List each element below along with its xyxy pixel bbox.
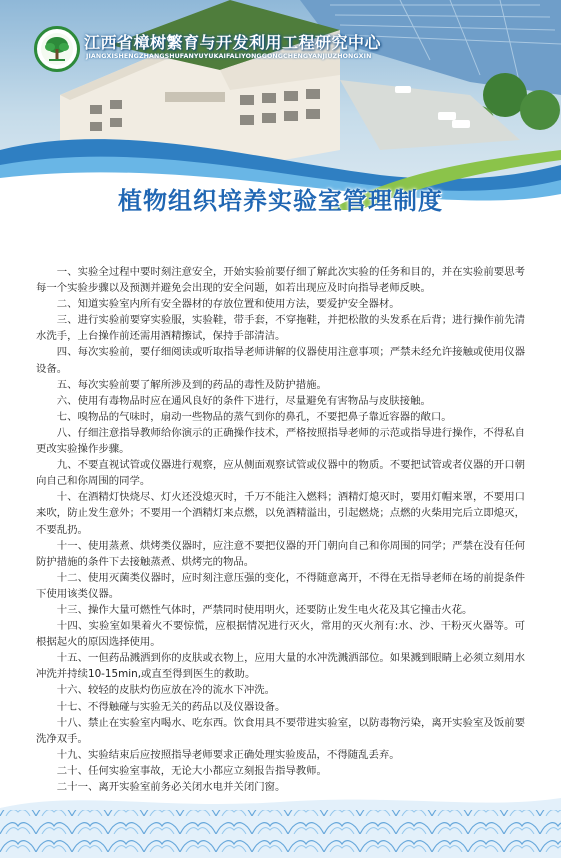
rule-item: 十九、实验结束后应按照指导老师要求正确处理实验废品，不得随乱丢弃。: [56, 748, 400, 761]
rule-item: 十五、一但药品溅洒到你的皮肤或衣物上，应用大量的水冲洗溅洒部位。如果溅到眼睛上必须立刻用水冲洗并持续10-15min,或直至得到医生的救助。: [36, 652, 525, 681]
rules-list: [36, 264, 525, 795]
rule-item: 八、仔细注意指导教师给你演示的正确操作技术，严格按照指导老师的示范或指导进行操作，不得私自更改实验操作步骤。: [36, 426, 525, 456]
rule-item: 九、不要直视试管或仪器进行观察，应从侧面观察试管或仪器中的物质。不要把试管或者仪器的开口朝向自己和你周围的同学。: [36, 459, 525, 488]
rule-item: 十八、禁止在实验室内喝水、吃东西。饮食用具不要带进实验室，以防毒物污染，离开实验室及饭前要洗净双手。: [36, 716, 525, 745]
camphor-tree-emblem-icon: [37, 29, 77, 69]
rule-item: 七、嗅物品的气味时，扇动一些物品的蒸气到你的鼻孔，不要把鼻子靠近容器的敞口。: [56, 410, 452, 423]
rule-item: 十二、使用灭菌类仪器时，应时刻注意压强的变化，不得随意离开，不得在无指导老师在场的前提条件下使用该类仪器。: [36, 571, 525, 600]
logo: [34, 26, 80, 72]
rule-item: 二十、任何实验室事故，无论大小都应立刻报告指导教师。: [56, 764, 327, 777]
rule-item: 五、每次实验前要了解所涉及到的药品的毒性及防护措施。: [56, 378, 327, 391]
page-title: 植物组织培养实验室管理制度: [118, 187, 443, 215]
rule-item: 十、在酒精灯快烧尽、灯火还没熄灭时，千万不能注入燃料；酒精灯熄灭时，要用灯帽来罩，不要用口来吹，防止发生意外；不要用一个酒精灯来点燃，以免酒精溢出，引起燃烧；点燃的火柴用完后立即熄灭，不要乱扔。: [36, 491, 525, 536]
rule-item: 四、每次实验前，要仔细阅读或听取指导老师讲解的仪器使用注意事项；严禁未经允许接触或使用仪器设备。: [36, 346, 525, 375]
rule-item: 十三、操作大量可燃性气体时，严禁同时使用明火，还要防止发生电火花及其它撞击火花。: [56, 603, 473, 616]
rule-item: 二十一、离开实验室前务必关闭水电并关闭门窗。: [56, 781, 286, 793]
rule-item: 十七、不得触碰与实验无关的药品以及仪器设备。: [56, 700, 286, 713]
rule-item: 十四、实验室如果着火不要惊慌，应根据情况进行灭火，常用的灭火剂有:水、沙、干粉灭火器等。可根据起火的原因选择使用。: [36, 620, 525, 649]
rule-item: 十六、较轻的皮肤灼伤应放在冷的流水下冲洗。: [56, 684, 275, 697]
rule-item: 六、使用有毒物品时应在通风良好的条件下进行，尽量避免有害物品与皮肤接触。: [56, 394, 431, 407]
rule-item: 十一、使用蒸煮、烘烤类仪器时，应注意不要把仪器的开门朝向自己和你周围的同学；严禁在没有任何防护措施的条件下去接触蒸煮、烘烤完的物品。: [36, 539, 525, 568]
wave-pattern-footer: [0, 780, 561, 858]
rule-item: 二、知道实验室内所有安全器材的存放位置和使用方法，要爱护安全器材。: [56, 298, 400, 311]
header-banner: [0, 0, 561, 210]
rule-item: 一、实验全过程中要时刻注意安全，开始实验前要仔细了解此次实验的任务和目的，并在实验前要思考每一个实验步骤以及预测并避免会出现的安全问题，如若出现应及时向指导老师反映。: [36, 266, 525, 295]
rule-item: 三、进行实验前要穿实验服，实验鞋，带手套，不穿拖鞋，并把松散的头发系在后背；进行操作前先清水洗手，上台操作前还需用酒精擦试，保持手部清洁。: [36, 314, 525, 343]
org-name: 江西省樟树繁育与开发利用工程研究中心: [84, 33, 382, 52]
org-pinyin: JIANGXISHENGZHANGSHUFANYUYUKAIFALIYONGGONGCHENGYANJIUZHONGXIN: [86, 53, 372, 60]
